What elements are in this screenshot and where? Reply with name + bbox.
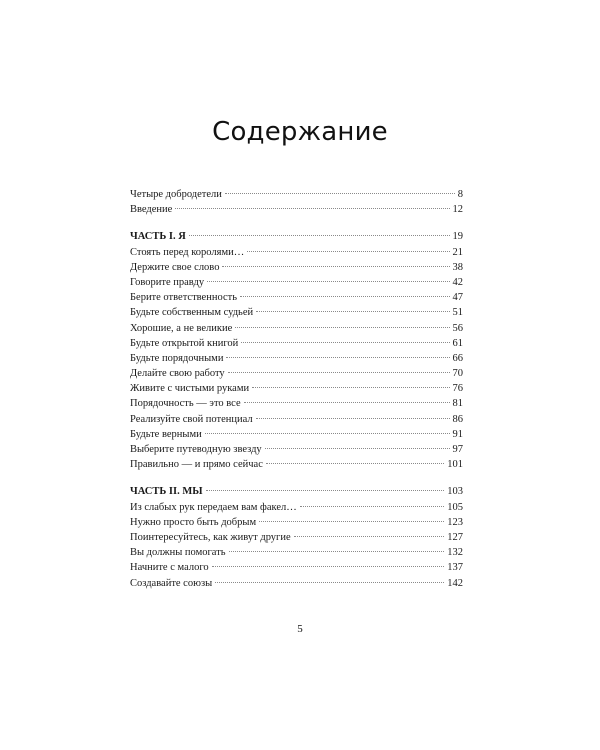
dot-leader: [244, 402, 450, 403]
toc-entry: [130, 305, 463, 320]
dot-leader: [205, 433, 450, 434]
toc-entry-title: Вы должны помогать: [130, 547, 226, 559]
toc-entry-page: 12: [452, 204, 463, 216]
toc-entry-title: Будьте собственным судьей: [130, 307, 254, 319]
dot-leader: [222, 266, 449, 267]
toc-entry-title: Четыре добродетели: [130, 189, 222, 200]
toc-entry-title: Говорите правду: [130, 276, 205, 288]
toc-entry-page: 127: [447, 531, 463, 543]
toc-entry: [130, 202, 463, 217]
toc-entry: [130, 427, 463, 442]
toc-entry-page: 42: [452, 276, 463, 288]
toc-entry-page: 56: [452, 322, 463, 334]
toc-entry-title: Нужно просто быть добрым: [130, 516, 257, 528]
dot-leader: [207, 281, 449, 282]
toc-entry-title: Будьте открытой книгой: [130, 337, 239, 349]
dot-leader: [240, 296, 450, 297]
toc-entry-page: 19: [452, 231, 463, 243]
toc-entry-page: 142: [447, 577, 463, 589]
toc-entry: [130, 275, 463, 290]
dot-leader: [189, 235, 450, 236]
toc-entry-title: Поинтересуйтесь, как живут другие: [130, 531, 291, 543]
toc-entry-title: Держите свое слово: [130, 261, 220, 273]
toc-entry-page: 97: [452, 444, 463, 455]
toc-entry-page: 38: [452, 261, 463, 273]
toc-entry-page: 101: [447, 459, 463, 471]
toc-entry-page: 76: [452, 383, 463, 395]
toc-entry-page: 123: [447, 516, 463, 528]
toc-entry: [130, 351, 463, 366]
toc-entry: [130, 560, 463, 575]
toc-entry-page: 66: [452, 352, 463, 364]
dot-leader: [265, 448, 450, 449]
dot-leader: [225, 193, 455, 194]
page-number: 5: [297, 623, 303, 635]
dot-leader: [247, 251, 449, 252]
toc-entry-page: 8: [457, 189, 463, 200]
toc-group-part-1: [130, 229, 463, 472]
toc-entry-title: Создавайте союзы: [130, 577, 213, 589]
dot-leader: [228, 372, 450, 373]
toc-entry-page: 91: [452, 428, 463, 440]
toc-entry: [130, 260, 463, 275]
table-of-contents: [130, 187, 463, 603]
dot-leader: [215, 582, 444, 583]
toc-entry: [130, 515, 463, 530]
toc-entry-title: Выберите путеводную звезду: [130, 444, 262, 455]
dot-leader: [252, 387, 449, 388]
toc-entry: [130, 381, 463, 396]
toc-entry: [130, 290, 463, 305]
dot-leader: [212, 566, 445, 567]
toc-entry-title: ЧАСТЬ II. МЫ: [130, 486, 203, 498]
dot-leader: [259, 521, 444, 522]
toc-entry-title: Реализуйте свой потенциал: [130, 413, 253, 425]
toc-entry-page: 137: [447, 562, 463, 574]
toc-part-heading: [130, 484, 463, 499]
toc-entry-title: Из слабых рук передаем вам факел…: [130, 501, 297, 513]
toc-entry: [130, 412, 463, 427]
toc-entry-title: Берите ответственность: [130, 292, 237, 304]
toc-entry-title: Живите с чистыми руками: [130, 383, 250, 395]
dot-leader: [206, 490, 445, 491]
toc-entry-title: Порядочность — это все: [130, 398, 241, 410]
toc-entry: [130, 366, 463, 381]
toc-entry-title: Будьте верными: [130, 428, 202, 440]
toc-entry: [130, 321, 463, 336]
toc-entry: [130, 442, 463, 457]
toc-entry: [130, 187, 463, 202]
toc-entry-title: Введение: [130, 204, 173, 216]
toc-entry-title: Делайте свою работу: [130, 368, 225, 380]
toc-entry-title: Хорошие, а не великие: [130, 322, 233, 334]
toc-entry-page: 51: [452, 307, 463, 319]
toc-entry-page: 86: [452, 413, 463, 425]
toc-entry: [130, 245, 463, 260]
toc-entry-page: 105: [447, 501, 463, 513]
toc-entry: [130, 576, 463, 591]
toc-entry-page: 132: [447, 547, 463, 559]
toc-entry-page: 81: [452, 398, 463, 410]
toc-part-heading: [130, 229, 463, 244]
dot-leader: [256, 311, 449, 312]
dot-leader: [300, 506, 445, 507]
toc-entry-title: Будьте порядочными: [130, 352, 224, 364]
toc-group-intro: [130, 187, 463, 217]
toc-entry-page: 47: [452, 292, 463, 304]
toc-entry: [130, 545, 463, 560]
dot-leader: [175, 208, 449, 209]
page-title: Содержание: [212, 117, 388, 148]
toc-entry-page: 61: [452, 337, 463, 349]
toc-entry-page: 21: [452, 246, 463, 258]
toc-entry-title: Начните с малого: [130, 562, 209, 574]
dot-leader: [226, 357, 449, 358]
toc-entry-page: 103: [447, 486, 463, 498]
toc-entry: [130, 336, 463, 351]
dot-leader: [229, 551, 445, 552]
toc-group-part-2: [130, 484, 463, 590]
dot-leader: [294, 536, 445, 537]
toc-entry-page: 70: [452, 368, 463, 380]
toc-entry: [130, 457, 463, 472]
dot-leader: [241, 342, 449, 343]
toc-entry: [130, 396, 463, 411]
toc-entry-title: ЧАСТЬ I. Я: [130, 231, 186, 243]
toc-entry: [130, 500, 463, 515]
toc-entry: [130, 530, 463, 545]
toc-entry-title: Стоять перед королями…: [130, 246, 245, 258]
dot-leader: [235, 327, 449, 328]
toc-entry-title: Правильно — и прямо сейчас: [130, 459, 263, 471]
dot-leader: [266, 463, 444, 464]
dot-leader: [256, 418, 450, 419]
